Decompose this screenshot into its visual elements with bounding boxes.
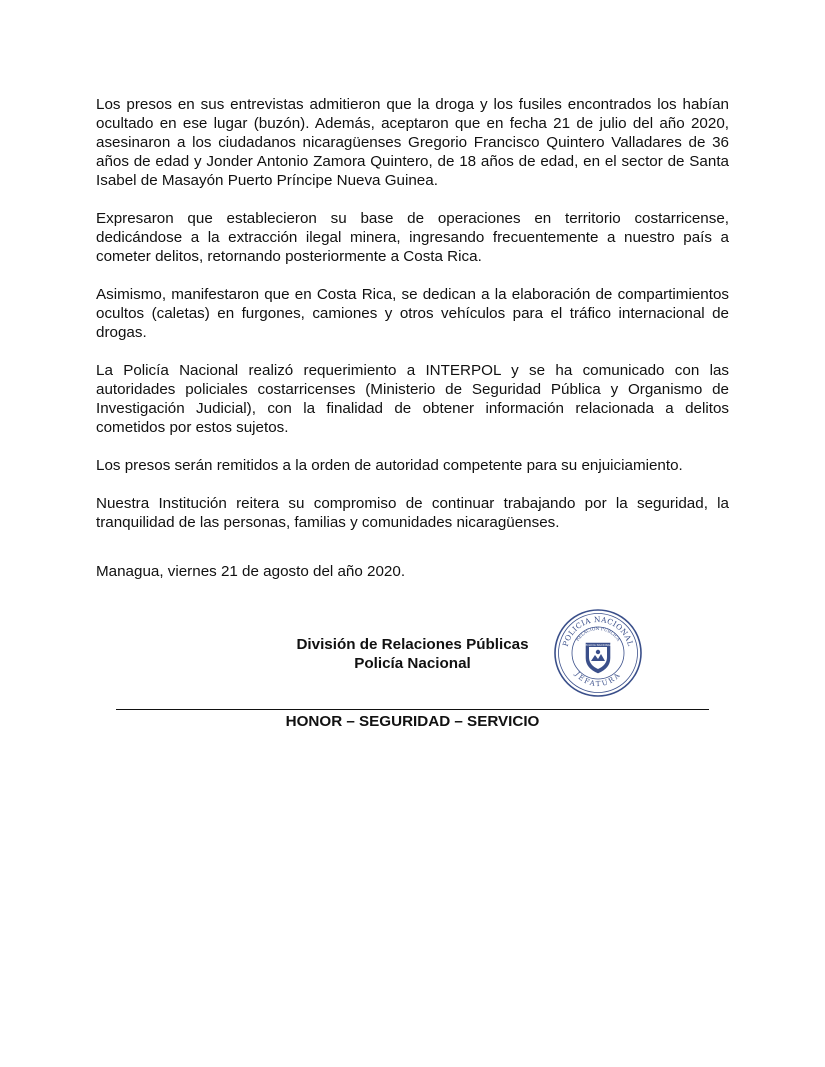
dateline: Managua, viernes 21 de agosto del año 2020. — [96, 563, 406, 580]
institutional-motto: HONOR – SEGURIDAD – SERVICIO — [285, 713, 540, 730]
footer-divider — [116, 709, 709, 710]
press-release-body — [96, 95, 729, 551]
paragraph-confession: Los presos en sus entrevistas admitieron que la droga y los fusiles encontrados los habían ocultado en ese lugar (buzón). Además, aceptaron que en fecha 21 de julio del año 2020, asesinaron a los ciudadanos nicaragüenses Gregorio Francisco Quintero Valladares de 36 años de edad y Jonder Antonio Zamora Quintero, de 18 años de edad, en el sector de Santa Isabel de Masayón Puerto Príncipe Nueva Guinea. — [96, 96, 729, 189]
signature-division: División de Relaciones Públicas — [296, 636, 529, 653]
police-shield-icon — [586, 643, 610, 673]
signature-block — [250, 635, 575, 673]
police-seal-stamp — [553, 608, 643, 698]
seal-center-text: POLICIA NACIONAL — [584, 643, 612, 647]
paragraph-commitment: Nuestra Institución reitera su compromiso de continuar trabajando por la seguridad, la tranquilidad de las personas, familias y comunidades nicaragüenses. — [96, 495, 729, 531]
paragraph-base-operations: Expresaron que establecieron su base de operaciones en territorio costarricense, dedicándose a la extracción ilegal minera, ingresando frecuentemente a nuestro país a cometer delitos, retornando posteriormente a Costa Rica. — [96, 210, 729, 265]
signature-institution: Policía Nacional — [354, 655, 471, 672]
seal-bottom-text: JEFATURA — [573, 670, 623, 689]
paragraph-hidden-compartments: Asimismo, manifestaron que en Costa Rica, se dedican a la elaboración de compartimientos ocultos (caletas) en furgones, camiones y otros vehículos para el tráfico internacional de drogas. — [96, 286, 729, 341]
seal-inner-text: RELACION PUBLICA — [575, 626, 621, 643]
paragraph-interpol: La Policía Nacional realizó requerimiento a INTERPOL y se ha comunicado con las autoridades policiales costarricenses (Ministerio de Seguridad Pública y Organismo de Investigación Judicial), con la finalidad de obtener información relacionada a delitos cometidos por estos sujetos. — [96, 362, 729, 436]
svg-text:RELACION PUBLICA — [576, 627, 621, 643]
paragraph-remitted: Los presos serán remitidos a la orden de autoridad competente para su enjuiciamiento. — [96, 457, 683, 474]
seal-top-text: POLICIA NACIONAL — [560, 614, 636, 648]
